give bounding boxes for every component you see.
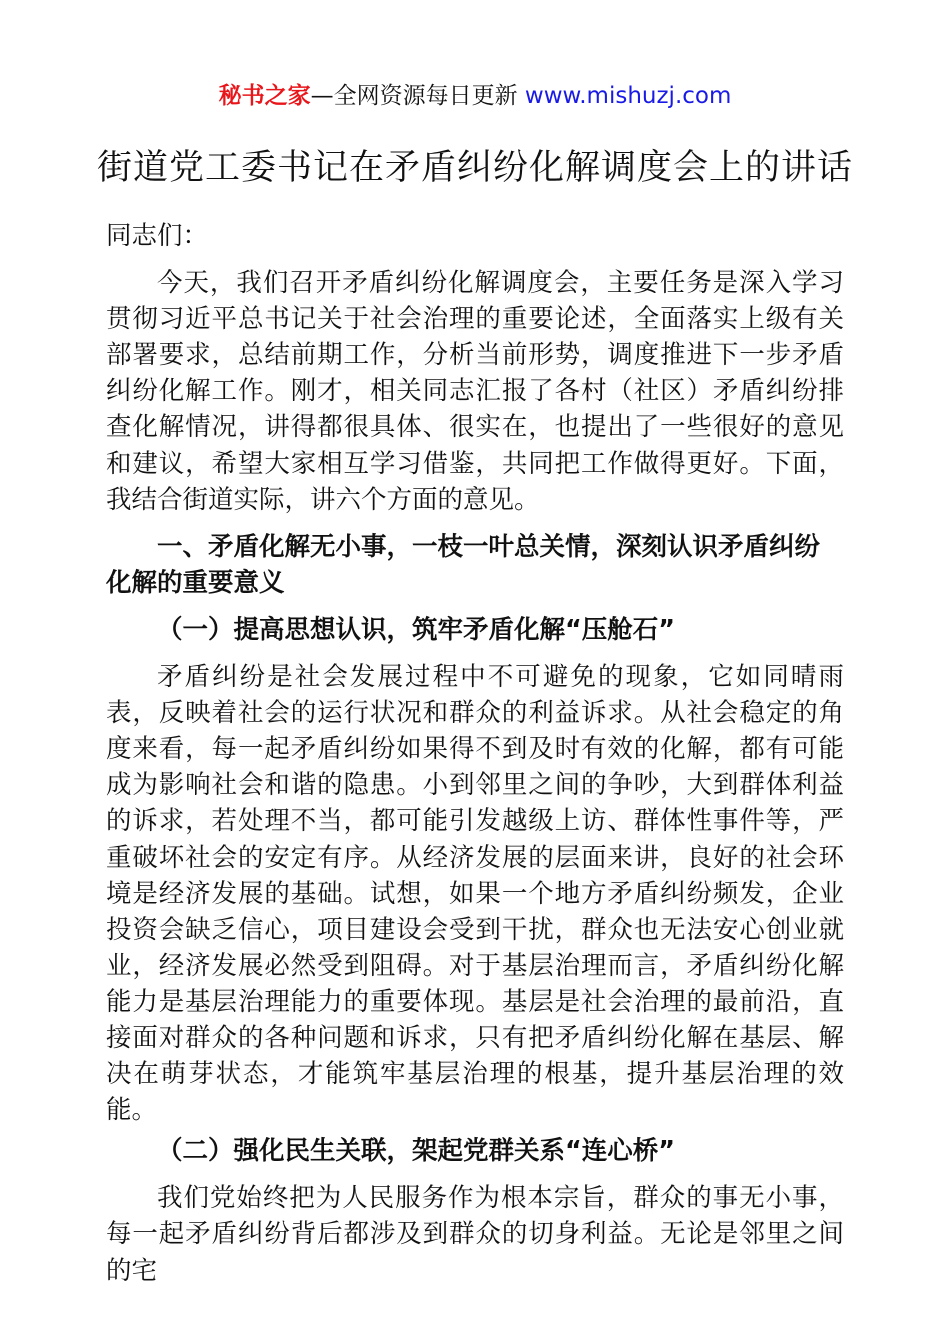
section-heading-1: 一、矛盾化解无小事，一枝一叶总关情，深刻认识矛盾纠纷化解的重要意义 bbox=[106, 531, 821, 598]
body-paragraph-1: 矛盾纠纷是社会发展过程中不可避免的现象，它如同晴雨表，反映着社会的运行状况和群众的利益诉求。从社会稳定的角度来看，每一起矛盾纠纷如果得不到及时有效的化解，都有可能成为影响社会和谐的隐患。小到邻里之间的争吵，大到群体利益的诉求，若处理不当，都可能引发越级上访、群体性事件等，严重破坏社会的安定有序。从经济发展的层面来讲，良好的社会环境是经济发展的基础。试想，如果一个地方矛盾纠纷频发，企业投资会缺乏信心，项目建设会受到干扰，群众也无法安心创业就业，经济发展必然受到阻碍。对于基层治理而言，矛盾纠纷化解能力是基层治理能力的重要体现。基层是社会治理的最前沿，直接面对群众的各种问题和诉求，只有把矛盾纠纷化解在基层、解决在萌芽状态，才能筑牢基层治理的根基，提升基层治理的效能。 bbox=[106, 662, 844, 1126]
site-brand: 秘书之家 bbox=[218, 83, 311, 109]
salutation: 同志们： bbox=[106, 221, 209, 251]
site-url-link[interactable]: www.mishuzj.com bbox=[524, 83, 732, 109]
site-header bbox=[0, 80, 950, 112]
document-title: 街道党工委书记在矛盾纠纷化解调度会上的讲话 bbox=[96, 148, 853, 188]
document-body bbox=[106, 218, 844, 1289]
site-tagline: —全网资源每日更新 bbox=[310, 83, 525, 109]
body-paragraph-2: 我们党始终把为人民服务作为根本宗旨，群众的事无小事，每一起矛盾纠纷背后都涉及到群众的切身利益。无论是邻里之间的宅 bbox=[106, 1183, 844, 1286]
intro-paragraph: 今天，我们召开矛盾纠纷化解调度会，主要任务是深入学习贯彻习近平总书记关于社会治理的重要论述，全面落实上级有关部署要求，总结前期工作，分析当前形势，调度推进下一步矛盾纠纷化解工作。刚才，相关同志汇报了各村（社区）矛盾纠纷排查化解情况，讲得都很具体、很实在，也提出了一些很好的意见和建议，希望大家相互学习借鉴，共同把工作做得更好。下面，我结合街道实际，讲六个方面的意见。 bbox=[106, 268, 844, 515]
sub-heading-1: （一）提高思想认识，筑牢矛盾化解“压舱石” bbox=[157, 614, 676, 645]
sub-heading-2: （二）强化民生关联，架起党群关系“连心桥” bbox=[157, 1136, 676, 1167]
